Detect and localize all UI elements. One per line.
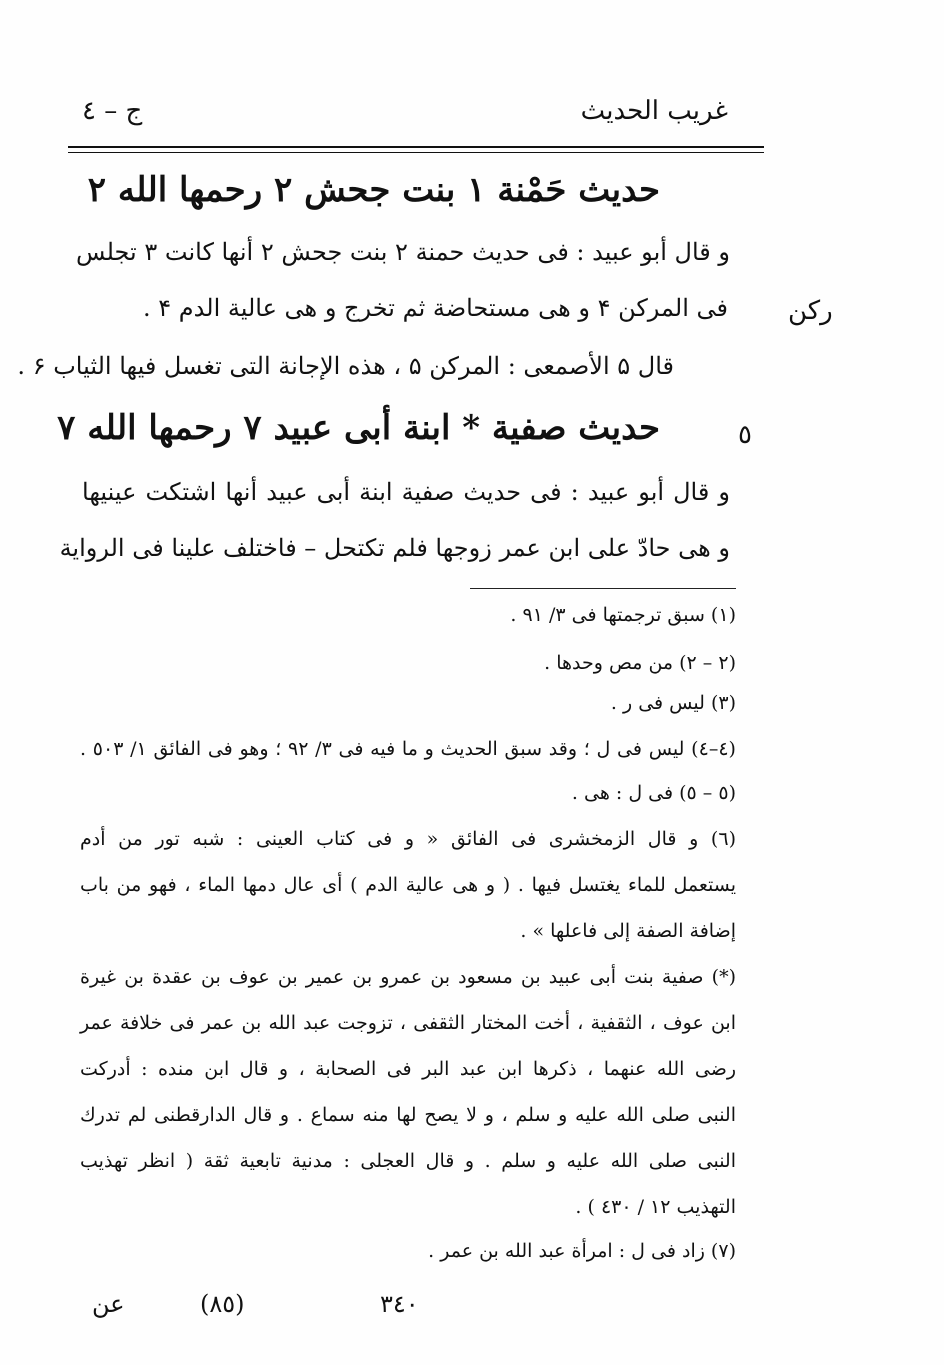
footnote: إضافة الصفة إلى فاعلها » . — [520, 920, 736, 942]
footnote: (٧) زاد فى ل : امرأة عبد الله بن عمر . — [428, 1240, 736, 1262]
footnote: (٣) ليس فى ر . — [610, 692, 736, 714]
book-title: غريب الحديث — [580, 96, 728, 126]
footnote: (٦) و قال الزمخشرى فى الفائق « و فى كتاب العينى : شبه تور من أدم — [80, 828, 736, 850]
header-rule-thin — [68, 152, 764, 153]
footnote: (*) صفية بنت أبى عبيد بن مسعود بن عمرو بن عمير بن عوف بن عقدة بن غيرة — [80, 966, 736, 988]
body-line: و قال أبو عبيد : فى حديث صفية ابنة أبى عبيد أنها اشتكت عينيها — [82, 478, 731, 506]
footnote: (١) سبق ترجمتها فى ٣/ ٩١ . — [510, 604, 736, 626]
footnote: التهذيب ١٢ / ٤٣٠ ) . — [575, 1196, 736, 1218]
footnote: (٢ – ٢) من مص وحدها . — [544, 652, 736, 674]
page-number: ٣٤٠ — [380, 1290, 419, 1318]
signature-mark: (٨٥) — [200, 1290, 245, 1318]
footnote: (٤–٤) ليس فى ل ؛ وقد سبق الحديث و ما فيه فى ٣/ ٩٢ ؛ وهو فى الفائق ١/ ٥٠٣ . — [80, 738, 736, 760]
footnote: (٥ – ٥) فى ل : هى . — [571, 782, 736, 804]
section-heading-safiyya: حديث صفية * ابنة أبى عبيد ۷ رحمها الله ۷ — [57, 408, 660, 448]
margin-keyword: ركن — [788, 296, 833, 326]
footnote: ابن عوف ، الثقفية ، أخت المختار الثقفى ، تزوجت عبد الله بن عمر فى خلافة عمر — [80, 1012, 736, 1034]
body-line: و قال أبو عبيد : فى حديث حمنة ۲ بنت جحش ۲ أنها كانت ۳ تجلس — [76, 238, 730, 266]
body-line: فى المركن ۴ و هى مستحاضة ثم تخرج و هى عالية الدم ۴ . — [143, 294, 728, 322]
catchword: عن — [92, 1290, 125, 1318]
footnote: رضى الله عنهما ، ذكرها ابن عبد البر فى الصحابة ، و قال ابن منده : أدركت — [80, 1058, 736, 1080]
footnote: النبى صلى الله عليه و سلم . و قال العجلى : مدنية تابعية ثقة ( انظر تهذيب — [80, 1150, 736, 1172]
volume-label: ج – ٤ — [82, 96, 143, 126]
footnote: النبى صلى الله عليه و سلم ، و لا يصح لها منه سماع . و قال الدارقطنى لم تدرك — [80, 1104, 736, 1126]
section-heading-hamna: حديث حَمْنة ۱ بنت جحش ۲ رحمها الله ۲ — [87, 170, 660, 210]
body-line: قال ۵ الأصمعى : المركن ۵ ، هذه الإجانة التى تغسل فيها الثياب ۶ . — [17, 352, 674, 380]
body-line: و هى حادّ على ابن عمر زوجها فلم تكتحل – فاختلف علينا فى الرواية — [59, 534, 730, 562]
footnote-separator — [470, 588, 736, 589]
footnote: يستعمل للماء يغتسل فيها . ( و هى عالية الدم ) أى عال دمها الماء ، فهو من باب — [80, 874, 736, 896]
margin-line-number: ٥ — [738, 420, 752, 450]
header-rule-thick — [68, 146, 764, 148]
